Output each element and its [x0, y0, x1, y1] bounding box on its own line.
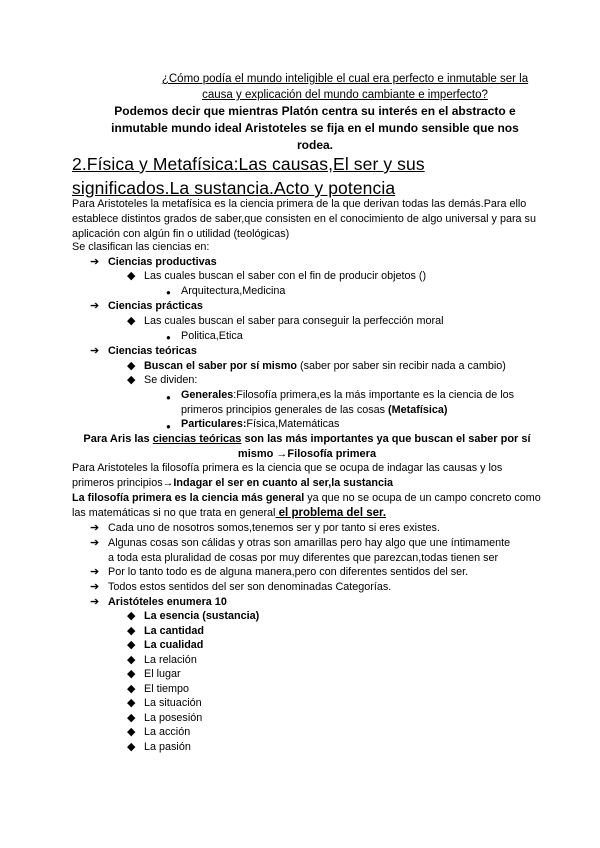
filosofia-p1: Para Aristoteles la filosofía primera es la ciencia que se ocupa de indagar las causas y los primeros principios: [72, 462, 503, 489]
conclusion-text: [72, 432, 542, 462]
diamond-icon: ◆: [127, 374, 136, 386]
dot-icon: ●: [166, 422, 171, 431]
categoria-item: La posesión: [144, 711, 203, 724]
productivas-examples: Arquitectura,Medicina: [181, 285, 286, 297]
intro-paragraph: Para Aristoteles la metafísica es la ciencia primera de la que derivan todas las demás.Para ello establece distintos grados de saber,que consisten en el conocimiento de algo universal y para su aplicación con algún fin o utilidad (teológicas): [72, 198, 536, 240]
teoricas-particulares: [181, 417, 339, 432]
categoria-item: El lugar: [144, 668, 181, 680]
particulares-text: Física,Matemáticas: [246, 418, 340, 430]
categoria-item: La situación: [144, 697, 202, 709]
conclusion-part2: ciencias teóricas: [152, 433, 242, 445]
practicas-desc: Las cuales buscan el saber para conseguir la perfección moral: [144, 315, 444, 327]
arrow-icon: ➔: [90, 256, 100, 268]
ser-item: Cada uno de nosotros somos,tenemos ser y por tanto si eres existes.: [108, 522, 440, 534]
section-heading: 2.Física y Metafísica:Las causas,El ser y sus significados.La sustancia.Acto y potencia: [72, 154, 425, 198]
question-text: ¿Cómo podía el mundo inteligible el cual era perfecto e inmutable ser la causa y explicación del mundo cambiante e imperfecto?: [161, 73, 529, 101]
particulares-label: Particulares:: [181, 418, 247, 430]
dot-icon: ●: [166, 393, 171, 402]
generales-label: Generales: [181, 389, 234, 401]
teoricas-dividen: Se dividen:: [144, 374, 198, 386]
diamond-icon: ◆: [127, 653, 136, 666]
arrow-icon: ➔: [90, 537, 100, 549]
productivas-title: Ciencias productivas: [108, 256, 217, 268]
conclusion-part1: Para Aris las: [83, 433, 153, 445]
diamond-icon: ◆: [127, 711, 136, 724]
arrow-icon: ➔: [90, 300, 100, 312]
teoricas-buscan-rest: (saber por saber sin recibir nada a cambio): [297, 360, 506, 372]
practicas-examples: Politica,Etica: [181, 330, 243, 342]
diamond-icon: ◆: [127, 682, 136, 695]
teoricas-buscan-bold: Buscan el saber por sí mismo: [144, 360, 298, 372]
dot-icon: ●: [166, 333, 171, 342]
categoria-item: La pasión: [144, 740, 191, 753]
arrow-icon: ➔: [90, 596, 100, 608]
categoria-item: La acción: [144, 726, 191, 738]
filosofia-p1-bold: →Indagar el ser en cuanto al ser,la sustancia: [162, 477, 394, 489]
teoricas-generales: [181, 388, 551, 418]
ser-item: Todos estos sentidos del ser son denominadas Categorías.: [108, 581, 392, 593]
categorias-title: Aristóteles enumera 10: [108, 596, 227, 608]
diamond-icon: ◆: [127, 315, 136, 327]
conclusion-part3: son las más importantes ya que buscan el saber por sí mismo →Filosofía primera: [237, 433, 531, 460]
diamond-icon: ◆: [127, 726, 136, 738]
diamond-icon: ◆: [127, 740, 136, 753]
filosofia-paragraph-2: [72, 491, 542, 521]
diamond-icon: ◆: [127, 610, 136, 622]
diamond-icon: ◆: [127, 697, 136, 709]
categoria-item: La cantidad: [144, 624, 204, 637]
categoria-item: La esencia (sustancia): [144, 610, 260, 622]
teoricas-buscan: [144, 359, 506, 374]
diamond-icon: ◆: [127, 668, 136, 680]
categoria-item: La relación: [144, 653, 197, 666]
generales-meta: (Metafísica): [388, 404, 448, 416]
filosofia-p2-end: el problema del ser.: [275, 507, 387, 519]
categoria-item: La cualidad: [144, 639, 204, 651]
filosofia-p2-text: ya que no se ocupa de un campo concreto como las matemáticas si no que trata en general: [72, 492, 541, 519]
ser-item: Por lo tanto todo es de alguna manera,pero con diferentes sentidos del ser.: [108, 566, 469, 578]
arrow-icon: ➔: [90, 566, 100, 578]
generales-text: :Filosofía primera,es la más importante es la ciencia de los primeros principios generales de las cosas: [181, 389, 515, 416]
classify-text: Se clasifican las ciencias en:: [72, 241, 210, 253]
diamond-icon: ◆: [127, 624, 136, 637]
filosofia-p2-bold: La filosofía primera es la ciencia más general: [72, 492, 308, 504]
practicas-title: Ciencias prácticas: [108, 300, 203, 312]
dot-icon: ●: [166, 288, 171, 297]
teoricas-title: Ciencias teóricas: [108, 345, 197, 357]
arrow-icon: ➔: [90, 345, 100, 357]
productivas-desc: Las cuales buscan el saber con el fin de producir objetos (): [144, 270, 427, 282]
categoria-item: El tiempo: [144, 682, 190, 695]
filosofia-paragraph-1: [72, 461, 542, 491]
arrow-icon: ➔: [90, 522, 100, 534]
arrow-icon: ➔: [90, 581, 100, 593]
ser-item: Algunas cosas son cálidas y otras son amarillas pero hay algo que une íntimamente a toda esta pluralidad de cosas por muy diferentes que parezcan,todas tienen ser: [108, 537, 511, 564]
diamond-icon: ◆: [127, 639, 136, 651]
diamond-icon: ◆: [127, 360, 136, 372]
summary-text: Podemos decir que mientras Platón centra su interés en el abstracto e inmutable mundo ideal Aristoteles se fija en el mundo sensible que nos rodea.: [111, 104, 519, 152]
diamond-icon: ◆: [127, 270, 136, 282]
